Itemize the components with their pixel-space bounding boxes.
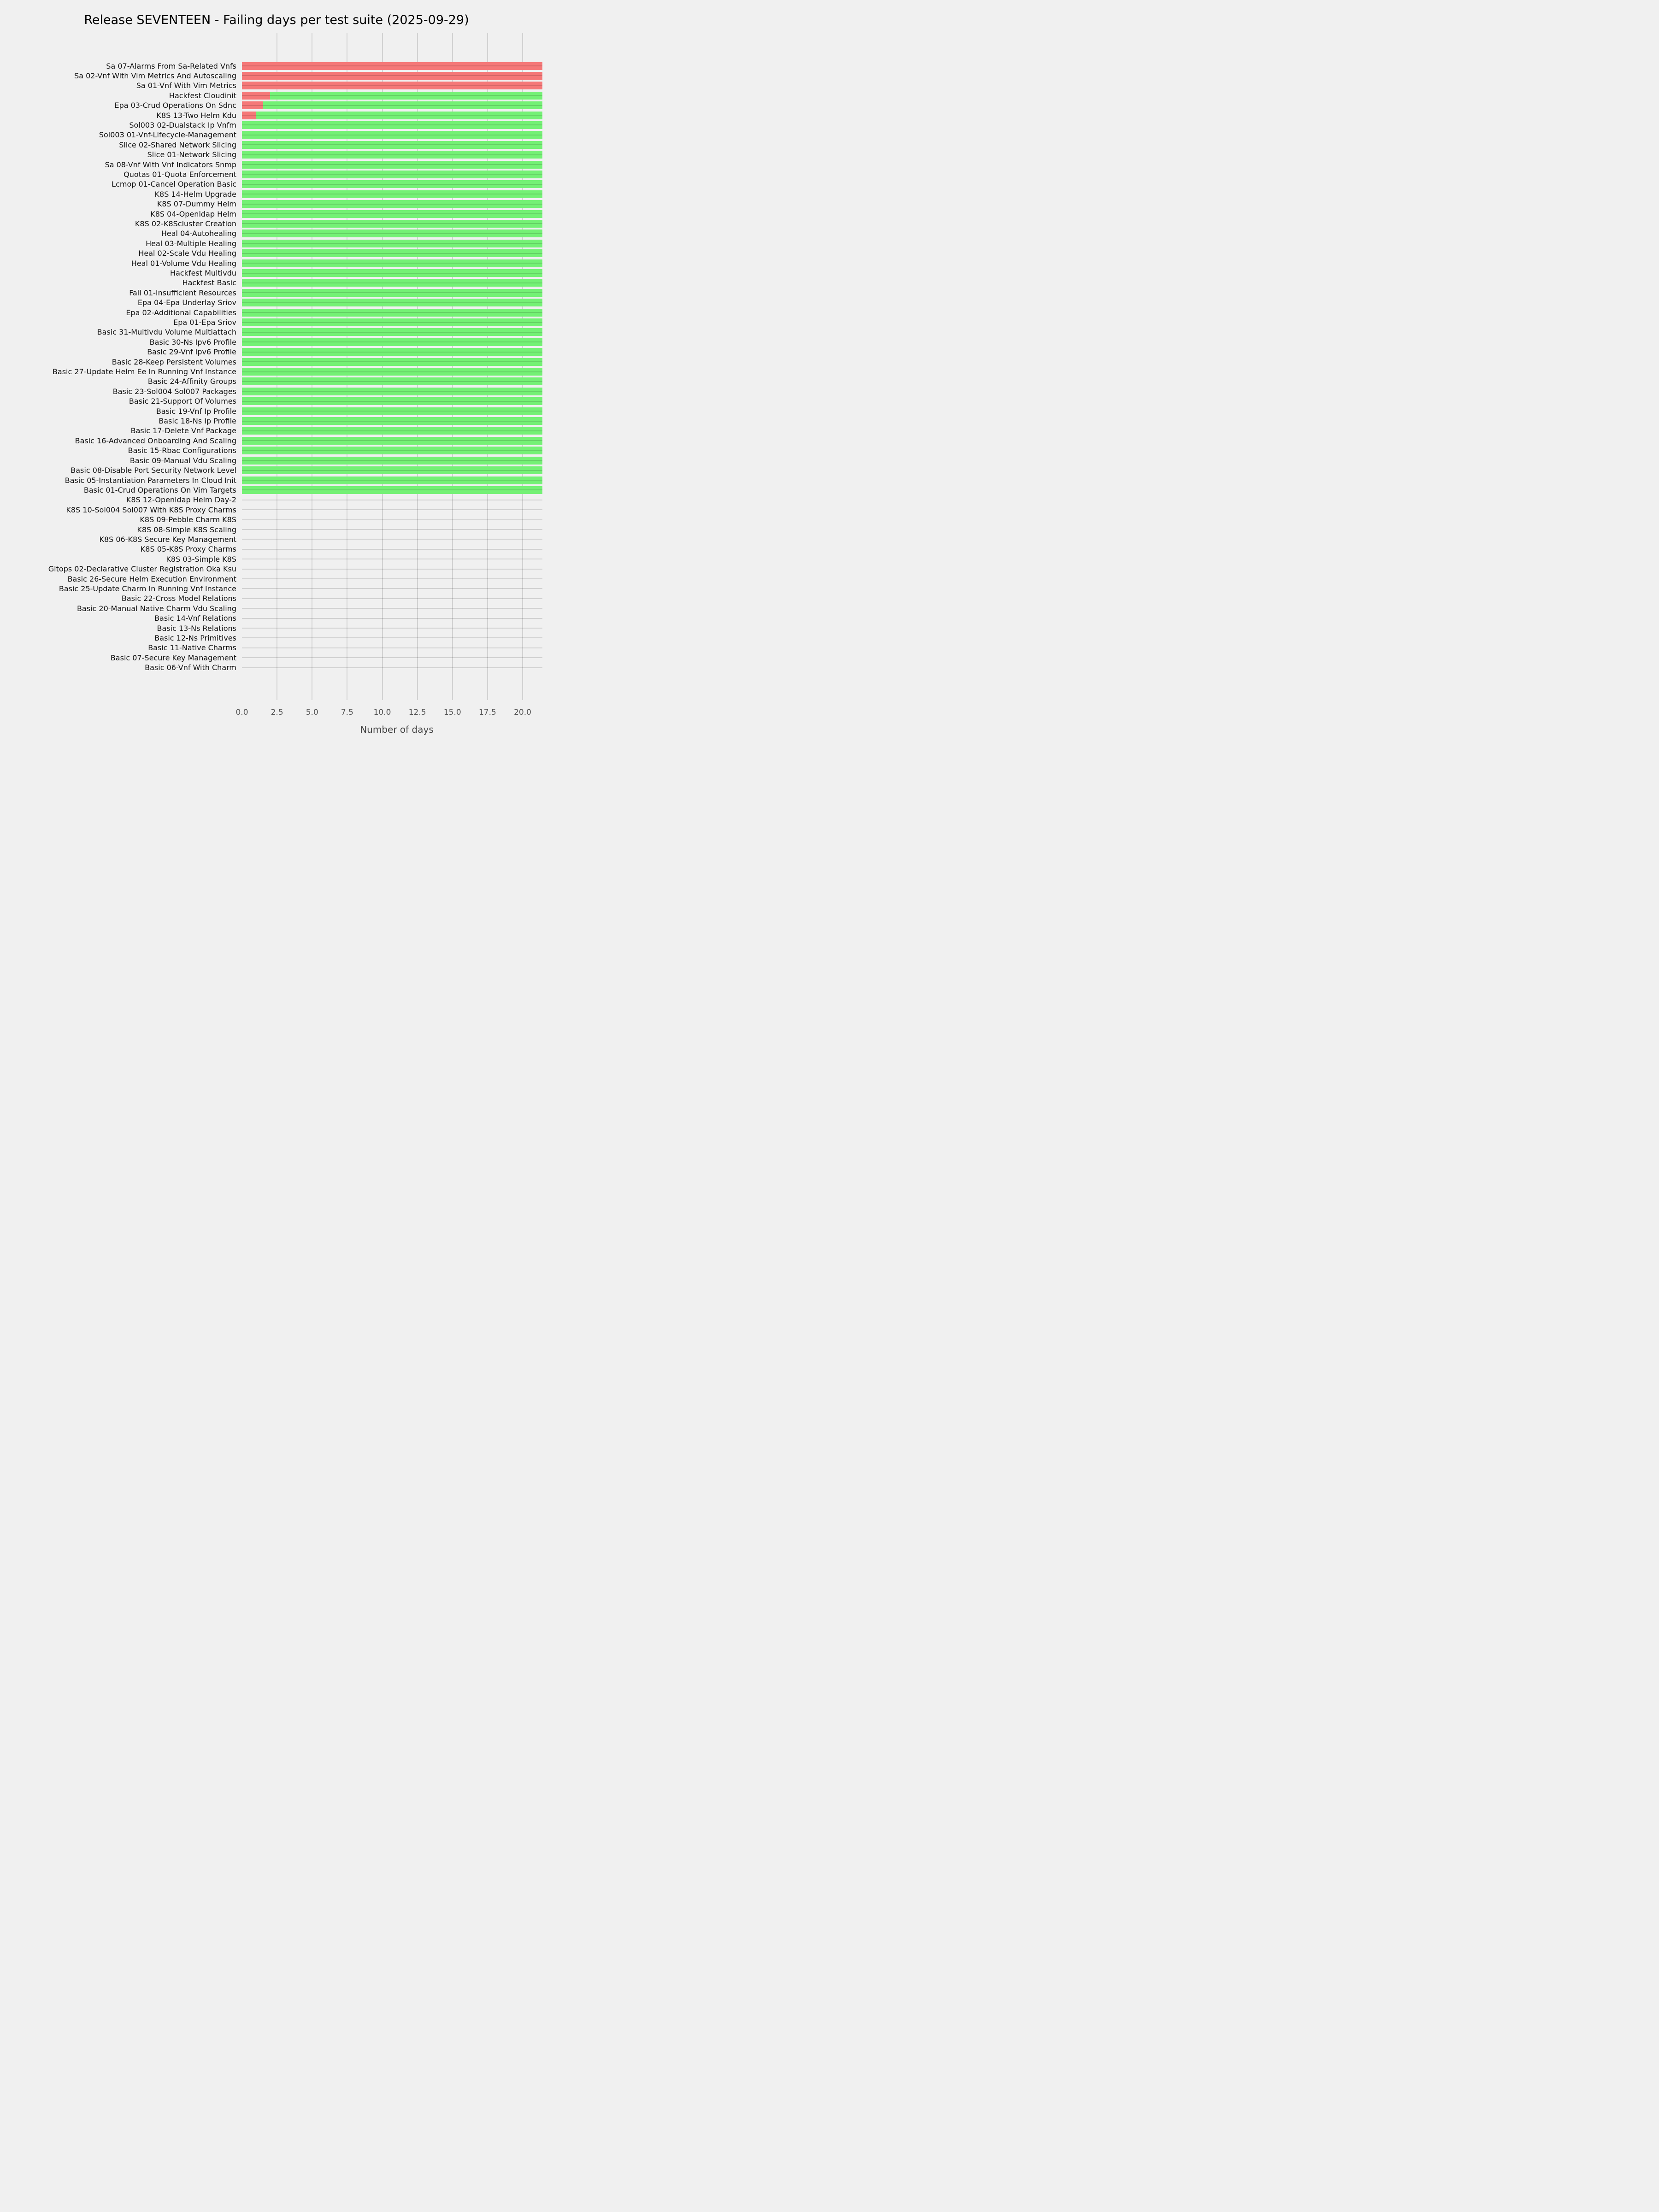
suite-baseline: [242, 213, 542, 214]
suite-baseline: [242, 391, 542, 392]
suite-label: K8S 02-K8Scluster Creation: [135, 219, 236, 228]
suite-baseline: [242, 381, 542, 382]
suite-baseline: [242, 124, 542, 125]
suite-label: Basic 27-Update Helm Ee In Running Vnf Instance: [52, 367, 236, 377]
suite-label: K8S 08-Simple K8S Scaling: [137, 525, 236, 534]
suite-label: Basic 30-Ns Ipv6 Profile: [149, 337, 236, 347]
suite-label: Sol003 02-Dualstack Ip Vnfm: [129, 120, 236, 129]
suite-label: Sa 02-Vnf With Vim Metrics And Autoscaling: [74, 71, 236, 80]
suite-baseline: [242, 65, 542, 66]
suite-baseline: [242, 105, 542, 106]
suite-baseline: [242, 657, 542, 658]
x-tick-label: 15.0: [443, 708, 461, 717]
suite-baseline: [242, 204, 542, 205]
suite-baseline: [242, 440, 542, 441]
suite-label: Sa 08-Vnf With Vnf Indicators Snmp: [105, 160, 236, 169]
suite-label: K8S 06-K8S Secure Key Management: [99, 535, 236, 544]
suite-label: Basic 07-Secure Key Management: [110, 653, 236, 662]
suite-label: Sol003 01-Vnf-Lifecycle-Management: [99, 130, 236, 140]
suite-label: Basic 11-Native Charms: [148, 643, 236, 653]
suite-baseline: [242, 647, 542, 648]
suite-baseline: [242, 509, 542, 510]
suite-label: Basic 29-Vnf Ipv6 Profile: [147, 347, 236, 357]
suite-baseline: [242, 549, 542, 550]
suite-label: Basic 19-Vnf Ip Profile: [156, 406, 236, 416]
suite-label: Fail 01-Insufficient Resources: [129, 288, 236, 297]
suite-label: Epa 03-Crud Operations On Sdnc: [114, 101, 236, 110]
suite-baseline: [242, 460, 542, 461]
suite-baseline: [242, 184, 542, 185]
suite-label: Basic 14-Vnf Relations: [154, 614, 236, 623]
suite-baseline: [242, 75, 542, 76]
suite-baseline: [242, 421, 542, 422]
suite-baseline: [242, 480, 542, 481]
suite-label: Basic 26-Secure Helm Execution Environment: [67, 574, 236, 583]
suite-label: K8S 14-Helm Upgrade: [154, 189, 236, 199]
x-tick-label: 20.0: [514, 708, 531, 717]
suite-label: Basic 24-Affinity Groups: [147, 377, 236, 386]
suite-label: Lcmop 01-Cancel Operation Basic: [112, 180, 236, 189]
suite-baseline: [242, 95, 542, 96]
suite-baseline: [242, 233, 542, 234]
x-tick-label: 5.0: [306, 708, 318, 717]
suite-baseline: [242, 243, 542, 244]
suite-label: Basic 13-Ns Relations: [157, 624, 236, 633]
suite-baseline: [242, 115, 542, 116]
x-tick-label: 17.5: [478, 708, 496, 717]
suite-label: K8S 04-Openldap Helm: [150, 209, 236, 218]
x-tick-label: 10.0: [373, 708, 391, 717]
suite-baseline: [242, 401, 542, 402]
suite-label: Epa 04-Epa Underlay Sriov: [137, 298, 236, 307]
suite-label: Epa 02-Additional Capabilities: [126, 308, 236, 317]
suite-label: Hackfest Cloudinit: [169, 91, 236, 100]
suite-baseline: [242, 539, 542, 540]
suite-label: K8S 03-Simple K8S: [166, 554, 236, 564]
suite-baseline: [242, 253, 542, 254]
suite-label: Basic 12-Ns Primitives: [154, 633, 236, 642]
suite-label: K8S 09-Pebble Charm K8S: [140, 515, 236, 524]
suite-label: Basic 21-Support Of Volumes: [129, 397, 236, 406]
suite-baseline: [242, 341, 542, 342]
suite-label: Basic 23-Sol004 Sol007 Packages: [112, 387, 236, 396]
suite-label: Slice 02-Shared Network Slicing: [119, 140, 236, 149]
suite-label: Sa 07-Alarms From Sa-Related Vnfs: [106, 61, 236, 71]
suite-label: Basic 28-Keep Persistent Volumes: [112, 357, 236, 366]
x-tick-label: 7.5: [341, 708, 353, 717]
suite-baseline: [242, 588, 542, 589]
suite-baseline: [242, 263, 542, 264]
x-tick-label: 0.0: [235, 708, 248, 717]
chart-figure: [0, 0, 553, 737]
suite-label: Basic 31-Multivdu Volume Multiattach: [97, 328, 236, 337]
suite-baseline: [242, 470, 542, 471]
suite-baseline: [242, 411, 542, 412]
x-tick-label: 2.5: [271, 708, 283, 717]
suite-baseline: [242, 312, 542, 313]
suite-label: Heal 01-Volume Vdu Healing: [131, 259, 236, 268]
suite-baseline: [242, 174, 542, 175]
suite-label: Basic 15-Rbac Configurations: [128, 446, 236, 455]
suite-baseline: [242, 292, 542, 293]
suite-baseline: [242, 628, 542, 629]
suite-label: Basic 17-Delete Vnf Package: [130, 426, 236, 435]
plot-area: [0, 0, 553, 737]
suite-label: Basic 22-Cross Model Relations: [121, 594, 236, 603]
suite-baseline: [242, 618, 542, 619]
suite-label: K8S 13-Two Helm Kdu: [156, 111, 236, 120]
suite-label: K8S 12-Openldap Helm Day-2: [126, 495, 236, 505]
suite-baseline: [242, 273, 542, 274]
suite-label: Heal 04-Autohealing: [161, 229, 236, 238]
suite-baseline: [242, 332, 542, 333]
suite-baseline: [242, 144, 542, 145]
suite-label: Basic 20-Manual Native Charm Vdu Scaling: [76, 604, 236, 613]
suite-baseline: [242, 361, 542, 362]
suite-baseline: [242, 430, 542, 431]
suite-label: Heal 03-Multiple Healing: [146, 239, 236, 248]
suite-label: Quotas 01-Quota Enforcement: [124, 170, 236, 179]
suite-baseline: [242, 352, 542, 353]
suite-baseline: [242, 608, 542, 609]
suite-label: Heal 02-Scale Vdu Healing: [138, 249, 236, 258]
suite-label: Sa 01-Vnf With Vim Metrics: [136, 81, 236, 90]
suite-baseline: [242, 598, 542, 599]
suite-label: Hackfest Basic: [182, 278, 236, 288]
suite-baseline: [242, 578, 542, 579]
suite-baseline: [242, 164, 542, 165]
suite-label: Basic 09-Manual Vdu Scaling: [129, 456, 236, 465]
suite-label: Basic 25-Update Charm In Running Vnf Instance: [59, 584, 236, 593]
suite-baseline: [242, 667, 542, 668]
suite-label: Epa 01-Epa Sriov: [173, 318, 236, 327]
suite-label: Basic 16-Advanced Onboarding And Scaling: [75, 436, 236, 445]
suite-label: Basic 01-Crud Operations On Vim Targets: [83, 485, 236, 494]
suite-baseline: [242, 371, 542, 372]
suite-label: Basic 06-Vnf With Charm: [145, 663, 236, 672]
suite-baseline: [242, 154, 542, 155]
suite-baseline: [242, 85, 542, 86]
suite-label: K8S 10-Sol004 Sol007 With K8S Proxy Charms: [66, 505, 236, 514]
suite-baseline: [242, 569, 542, 570]
suite-label: Slice 01-Network Slicing: [147, 150, 236, 159]
suite-label: Basic 05-Instantiation Parameters In Cloud Init: [65, 476, 236, 485]
suite-baseline: [242, 282, 542, 283]
x-tick-label: 12.5: [408, 708, 426, 717]
x-axis-label: Number of days: [360, 724, 434, 735]
suite-baseline: [242, 519, 542, 520]
suite-baseline: [242, 450, 542, 451]
suite-baseline: [242, 489, 542, 490]
suite-baseline: [242, 322, 542, 323]
suite-label: Gitops 02-Declarative Cluster Registration Oka Ksu: [48, 565, 236, 574]
suite-label: Basic 08-Disable Port Security Network Level: [71, 466, 236, 475]
suite-baseline: [242, 529, 542, 530]
suite-label: Basic 18-Ns Ip Profile: [159, 417, 236, 426]
chart-title: Release SEVENTEEN - Failing days per test suite (2025-09-29): [84, 13, 469, 27]
suite-label: Hackfest Multivdu: [170, 269, 236, 277]
suite-baseline: [242, 637, 542, 638]
suite-baseline: [242, 223, 542, 224]
suite-label: K8S 05-K8S Proxy Charms: [140, 545, 236, 554]
suite-label: K8S 07-Dummy Helm: [157, 200, 236, 209]
suite-baseline: [242, 302, 542, 303]
